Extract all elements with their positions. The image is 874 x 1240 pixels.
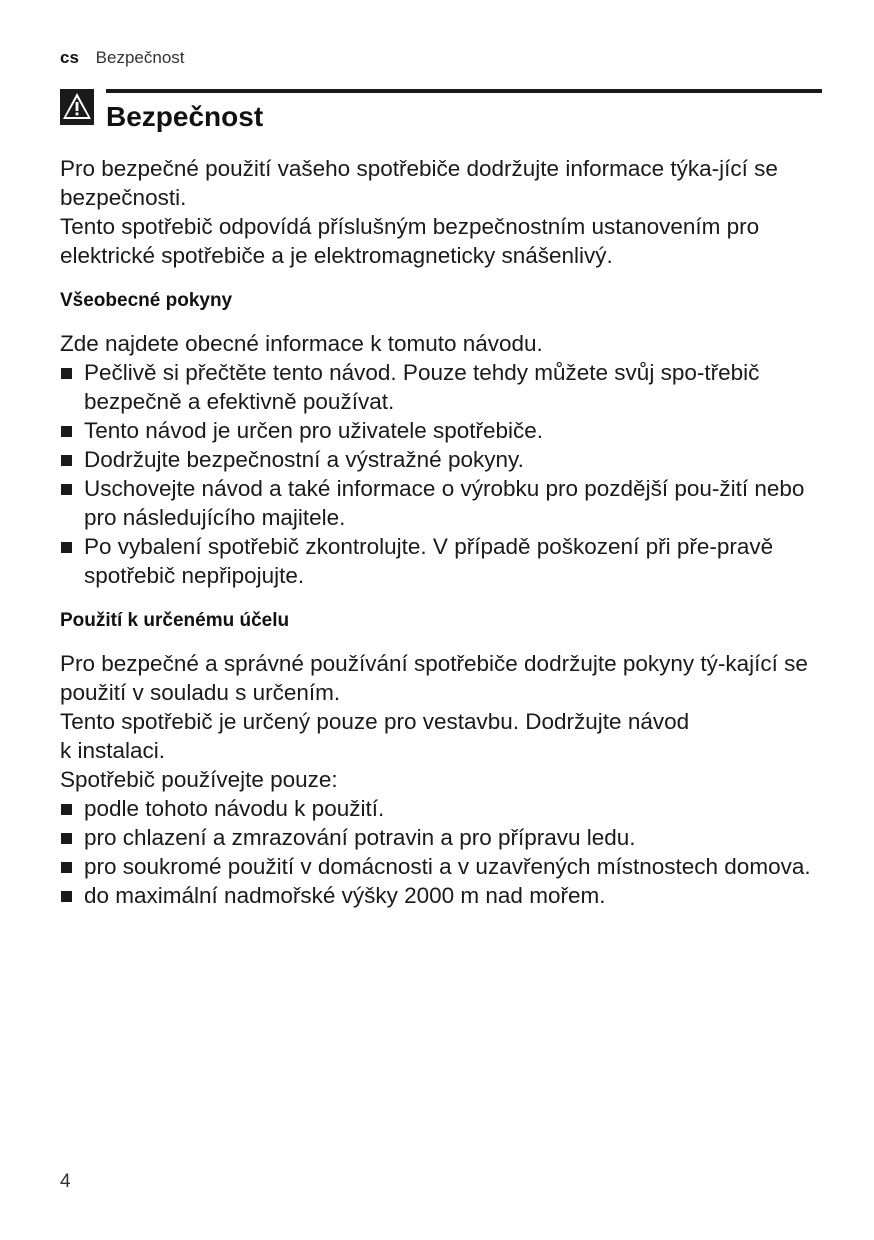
- square-bullet-icon: [61, 455, 72, 466]
- header-section-title: Bezpečnost: [95, 48, 185, 67]
- square-bullet-icon: [61, 804, 72, 815]
- square-bullet-icon: [61, 833, 72, 844]
- intended-use-paragraph-2: Tento spotřebič je určený pouze pro vestavbu. Dodržujte návod k instalaci.: [60, 709, 690, 763]
- list-item: pro soukromé použití v domácnosti a v uzavřených místnostech domova.: [60, 852, 822, 881]
- list-item: Pečlivě si přečtěte tento návod. Pouze tehdy můžete svůj spo-třebič bezpečně a efektivně používat.: [60, 358, 822, 416]
- square-bullet-icon: [61, 891, 72, 902]
- intended-use-paragraph-1: Pro bezpečné a správné používání spotřebiče dodržujte pokyny tý-kající se použití v souladu s určením.: [60, 651, 808, 705]
- general-instructions-list: [60, 358, 822, 590]
- list-item: pro chlazení a zmrazování potravin a pro přípravu ledu.: [60, 823, 822, 852]
- list-item: Dodržujte bezpečnostní a výstražné pokyny.: [60, 445, 822, 474]
- section-title-row: [60, 89, 822, 133]
- document-body: [60, 154, 822, 910]
- square-bullet-icon: [61, 862, 72, 873]
- language-code: cs: [60, 48, 79, 67]
- intro-paragraph-2: Tento spotřebič odpovídá příslušným bezpečnostním ustanovením pro elektrické spotřebiče a je elektromagneticky snášenlivý.: [60, 214, 760, 268]
- intro-paragraph-1: Pro bezpečné použití vašeho spotřebiče dodržujte informace týka-jící se bezpečnosti.: [60, 156, 778, 210]
- running-header: [60, 48, 185, 68]
- intended-use-list: [60, 794, 822, 910]
- general-intro: Zde najdete obecné informace k tomuto návodu.: [60, 331, 543, 356]
- warning-triangle-icon: [60, 89, 94, 125]
- title-rule: [106, 89, 822, 93]
- intended-use-paragraph-3: Spotřebič používejte pouze:: [60, 767, 338, 792]
- page-number: 4: [60, 1171, 71, 1192]
- intended-use-heading: Použití k určenému účelu: [60, 610, 290, 631]
- list-item: Po vybalení spotřebič zkontrolujte. V případě poškození při pře-pravě spotřebič nepřipojujte.: [60, 532, 822, 590]
- list-item: Uschovejte návod a také informace o výrobku pro pozdější pou-žití nebo pro následujícího majitele.: [60, 474, 822, 532]
- square-bullet-icon: [61, 426, 72, 437]
- list-item: podle tohoto návodu k použití.: [60, 794, 822, 823]
- list-item: Tento návod je určen pro uživatele spotřebiče.: [60, 416, 822, 445]
- general-instructions-heading: Všeobecné pokyny: [60, 290, 233, 311]
- page-title: Bezpečnost: [106, 101, 264, 132]
- square-bullet-icon: [61, 368, 72, 379]
- square-bullet-icon: [61, 484, 72, 495]
- square-bullet-icon: [61, 542, 72, 553]
- list-item: do maximální nadmořské výšky 2000 m nad mořem.: [60, 881, 822, 910]
